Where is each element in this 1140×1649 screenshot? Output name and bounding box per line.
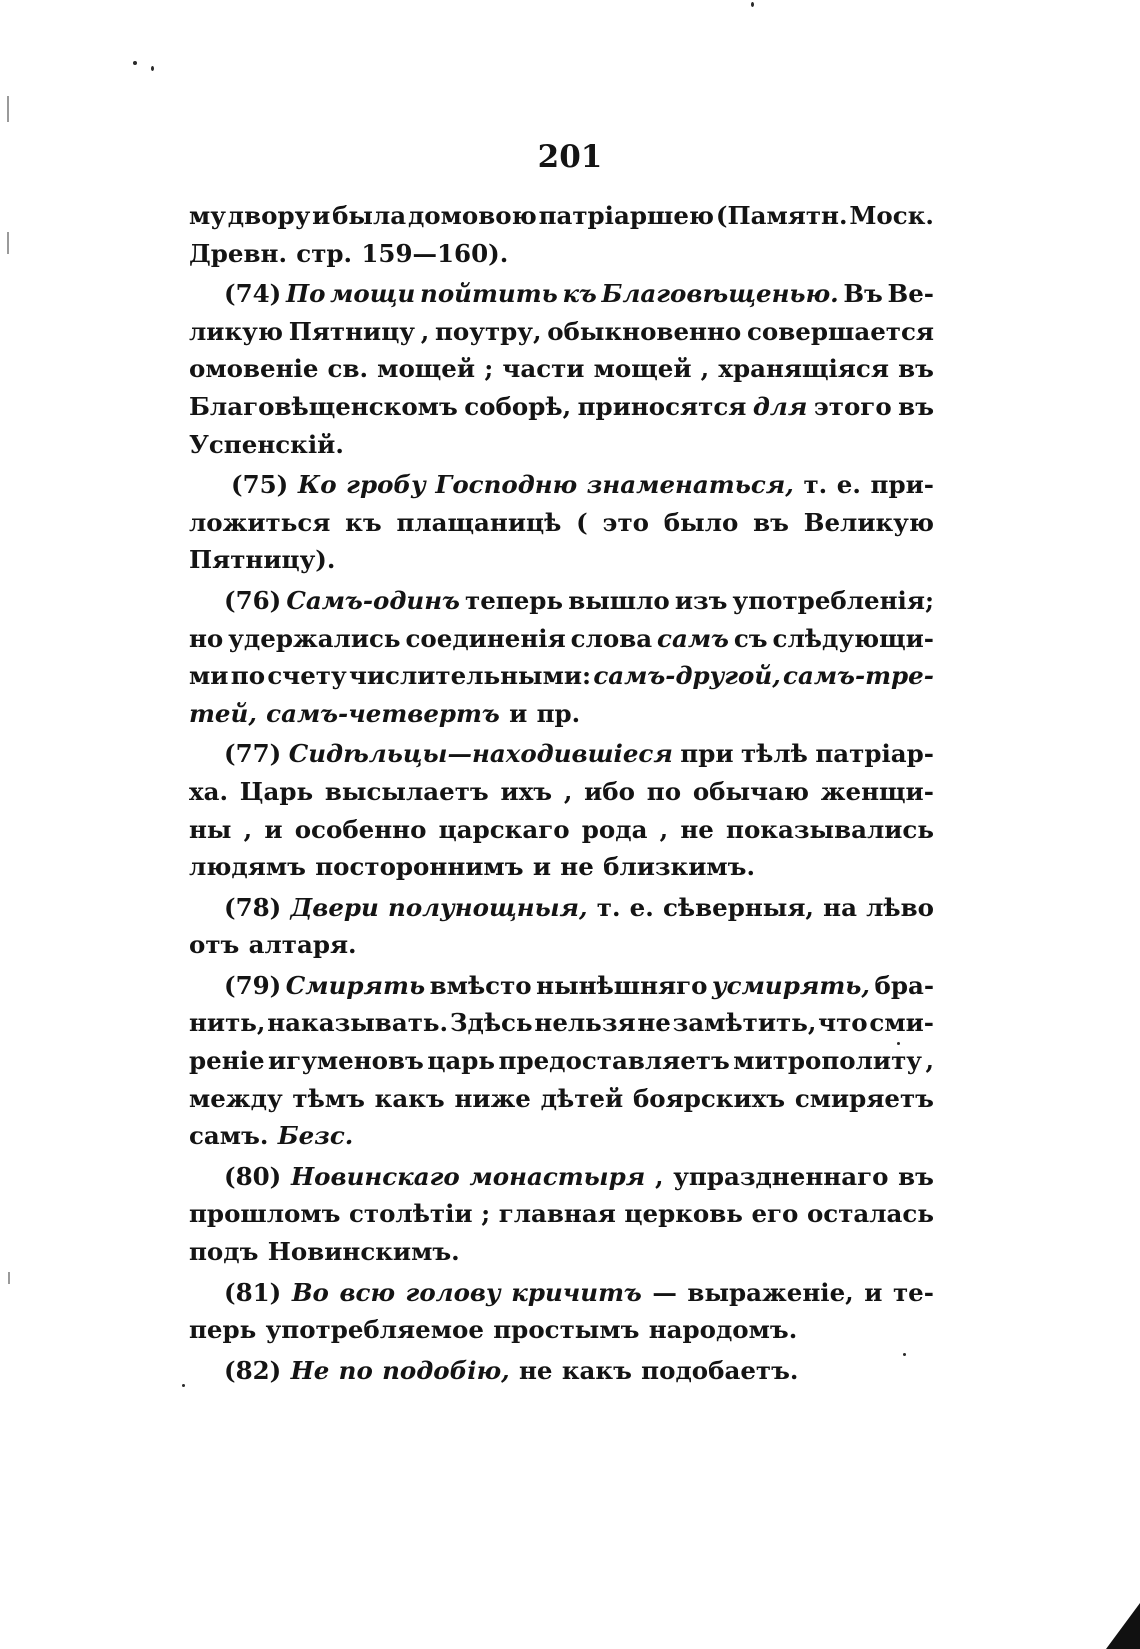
text-line [189, 1042, 934, 1080]
word: , [659, 814, 669, 844]
word: реніе [189, 1046, 265, 1076]
word: тѣлѣ [740, 739, 808, 769]
text-line [189, 1352, 934, 1390]
text-line [189, 1004, 934, 1042]
word: подобію, [382, 1355, 510, 1385]
word: Древн. [189, 238, 287, 268]
word: домовою [407, 201, 537, 230]
word: (82) [224, 1355, 282, 1385]
word: ложиться [189, 507, 331, 537]
word: замѣтить, [672, 1008, 817, 1038]
word: слова [570, 623, 653, 653]
word: (76) [224, 585, 282, 615]
word: кричитъ [511, 1277, 642, 1307]
word: главная [498, 1199, 616, 1229]
word: патріар- [815, 739, 934, 769]
word: отъ [189, 930, 240, 960]
word: Пятницу). [189, 545, 336, 575]
text-line [189, 773, 934, 811]
text-line [189, 967, 934, 1005]
word: знаменаться, [586, 470, 794, 500]
word: мощей [593, 354, 692, 384]
word: смиряетъ [794, 1083, 934, 1113]
word: въ [898, 1161, 934, 1191]
word: ны [189, 814, 232, 844]
text-line [189, 313, 934, 351]
word: 159—160). [361, 238, 509, 268]
word: приносятся [577, 391, 747, 421]
word: церковь [624, 1199, 743, 1229]
word: (80) [224, 1161, 282, 1191]
word: тей, [189, 698, 257, 728]
text-line [189, 889, 934, 927]
word: столѣтіи [348, 1199, 473, 1229]
scan-speck [133, 61, 137, 65]
word: игуменовъ [268, 1046, 424, 1076]
word: не [680, 814, 714, 844]
word: соединенія [405, 623, 566, 653]
word: не [518, 1355, 553, 1385]
text-line [189, 1195, 934, 1233]
word: монастыря [469, 1161, 646, 1191]
word: при [680, 739, 734, 769]
word: при- [870, 470, 934, 500]
word: употребляемое [265, 1315, 484, 1345]
word: самъ. [189, 1121, 269, 1151]
text-line [189, 197, 934, 235]
word: что [818, 1008, 868, 1038]
word: какъ [374, 1083, 445, 1113]
word: по [338, 1355, 373, 1385]
word: Двери [290, 892, 379, 922]
word: бра- [874, 970, 934, 1000]
word: обыкновенно [547, 316, 742, 346]
text-line [189, 695, 934, 733]
word: теперь [465, 585, 564, 615]
word: алтаря. [248, 930, 357, 960]
word: съ [733, 623, 768, 653]
text-line [189, 388, 934, 426]
word: въ [898, 354, 934, 384]
word: для [752, 391, 808, 421]
word: Благовѣщенью. [601, 279, 839, 309]
word: пойтить [420, 279, 558, 309]
word: его [751, 1199, 799, 1229]
word: Во [291, 1277, 329, 1307]
word: по [230, 661, 266, 691]
word: ; [484, 354, 494, 384]
text-line [189, 504, 934, 542]
word: Смирять [285, 970, 426, 1000]
word: е. [629, 892, 654, 922]
word: Безс. [277, 1121, 354, 1151]
word: усмирять, [712, 970, 870, 1000]
word: Сидѣльцы—находившіеся [288, 739, 673, 769]
text-line [189, 235, 934, 273]
word: самъ-четвертъ [266, 698, 500, 728]
word: но [189, 623, 224, 653]
word: Царь [239, 776, 314, 806]
page-number: 201 [537, 139, 603, 175]
word: близкимъ. [603, 852, 756, 882]
word: и [509, 698, 528, 728]
word: мощей [377, 354, 476, 384]
word: самъ-другой, [593, 661, 781, 691]
word: (75) [231, 470, 289, 500]
word: подобаетъ. [641, 1355, 799, 1385]
word: (78) [224, 892, 282, 922]
word: самъ [657, 623, 729, 653]
word: и [864, 1277, 883, 1307]
scan-edge-mark [7, 96, 9, 122]
word: хранящіяся [718, 354, 889, 384]
word: по [646, 776, 682, 806]
word: сѣверныя, [662, 892, 814, 922]
word: простымъ [493, 1315, 640, 1345]
word: показывались [726, 814, 934, 844]
word: не [637, 1008, 671, 1038]
scan-edge-mark [8, 1272, 10, 1284]
word: нить, [189, 1008, 266, 1038]
word: дѣтей [540, 1083, 624, 1113]
text-line [189, 735, 934, 773]
word: поутру, [435, 316, 542, 346]
word: (74) [224, 279, 282, 309]
text-line [189, 1080, 934, 1118]
word: женщи- [820, 776, 934, 806]
scan-corner-shadow [1106, 1603, 1140, 1649]
word: Новинскаго [291, 1161, 460, 1191]
word: е. [836, 470, 861, 500]
word: ; [481, 1199, 491, 1229]
word: му [189, 201, 226, 230]
text-line [189, 582, 934, 620]
word: боярскихъ [632, 1083, 786, 1113]
word: те- [892, 1277, 934, 1307]
word: голову [405, 1277, 501, 1307]
text-line [189, 1233, 934, 1271]
word: Ве- [887, 279, 934, 309]
word: , [925, 1046, 934, 1076]
word: мощи [330, 279, 416, 309]
word: Великую [803, 507, 934, 537]
text-line [189, 1117, 934, 1155]
word: была [332, 201, 407, 230]
word: было [663, 507, 739, 537]
word: въ [898, 391, 934, 421]
word: въ [753, 507, 789, 537]
text-line [189, 811, 934, 849]
word: и [264, 814, 283, 844]
word: между [189, 1083, 283, 1113]
text-line [189, 926, 934, 964]
word: осталась [806, 1199, 934, 1229]
text-line [189, 1311, 934, 1349]
word: къ [562, 279, 597, 309]
word: Ко [297, 470, 337, 500]
word: , [243, 814, 253, 844]
word: ми [189, 661, 229, 691]
word: счету [267, 661, 347, 691]
word: выраженіе, [687, 1277, 854, 1307]
word: Моск. [849, 201, 934, 230]
text-line [189, 1158, 934, 1196]
word: гробу [346, 470, 426, 500]
word: , [654, 1161, 664, 1191]
word: и [532, 852, 551, 882]
word: Благовѣщенскомъ [189, 391, 458, 421]
word: прошломъ [189, 1199, 341, 1229]
word: ( [576, 507, 588, 537]
text-block [189, 197, 934, 1389]
word: (77) [224, 739, 282, 769]
word: ибо [584, 776, 635, 806]
word: обычаю [692, 776, 809, 806]
scan-speck [182, 1384, 185, 1387]
word: Самъ-одинъ [286, 585, 460, 615]
word: , [563, 776, 573, 806]
word: къ [345, 507, 382, 537]
word: т. [596, 892, 621, 922]
word: (Памятн. [715, 201, 848, 230]
word: постороннимъ [315, 852, 524, 882]
word: предоставляетъ [498, 1046, 730, 1076]
word: соборѣ, [464, 391, 572, 421]
word: По [285, 279, 326, 309]
word: людямъ [189, 852, 306, 882]
word: нынѣшняго [536, 970, 708, 1000]
word: царскаго [438, 814, 570, 844]
word: полунощныя, [388, 892, 588, 922]
word: вышло [568, 585, 670, 615]
word: удержались [228, 623, 401, 653]
word: этого [813, 391, 892, 421]
word: св. [327, 354, 369, 384]
word: т. [803, 470, 828, 500]
word: плащаницѣ [396, 507, 562, 537]
text-line [189, 620, 934, 658]
word: высылаетъ [324, 776, 489, 806]
word: слѣдующи- [772, 623, 934, 653]
text-line [189, 426, 934, 464]
word: особенно [294, 814, 427, 844]
word: (79) [224, 970, 282, 1000]
word: двору [227, 201, 311, 230]
text-line [189, 657, 934, 695]
word: стр. [296, 238, 353, 268]
scan-speck [151, 66, 154, 71]
word: Новинскимъ. [267, 1237, 460, 1267]
word: нельзя [534, 1008, 636, 1038]
word: вмѣсто [429, 970, 532, 1000]
word: , [700, 354, 710, 384]
scan-edge-mark [7, 232, 9, 254]
word: (81) [224, 1277, 282, 1307]
word: царь [427, 1046, 496, 1076]
word: ихъ [500, 776, 553, 806]
word: перь [189, 1315, 257, 1345]
word: пр. [536, 698, 581, 728]
word: — [652, 1277, 677, 1307]
word: всю [339, 1277, 395, 1307]
text-line [189, 275, 934, 313]
word: какъ [561, 1355, 632, 1385]
word: ниже [454, 1083, 531, 1113]
word: Господню [435, 470, 578, 500]
word: ликую [189, 316, 283, 346]
text-line [189, 466, 934, 504]
scan-speck [903, 1353, 906, 1356]
word: , [420, 316, 430, 346]
word: Здѣсь [449, 1008, 533, 1038]
word: изъ [674, 585, 728, 615]
word: лѣво [866, 892, 934, 922]
word: патріаршею [538, 201, 715, 230]
word: самъ-тре- [783, 661, 934, 691]
word: совершается [746, 316, 934, 346]
scan-speck [897, 1042, 900, 1045]
word: подъ [189, 1237, 259, 1267]
word: рода [581, 814, 648, 844]
word: это [602, 507, 649, 537]
word: митрополиту [733, 1046, 922, 1076]
text-line [189, 541, 934, 579]
text-line [189, 350, 934, 388]
word: на [823, 892, 857, 922]
text-line [189, 848, 934, 886]
word: тѣмъ [292, 1083, 365, 1113]
word: Успенскій. [189, 429, 344, 459]
word: и [312, 201, 331, 230]
word: сми- [869, 1008, 934, 1038]
word: наказывать. [267, 1008, 449, 1038]
word: числительными: [348, 661, 592, 691]
word: упраздненнаго [673, 1161, 889, 1191]
scan-speck [751, 2, 754, 7]
word: Не [290, 1355, 330, 1385]
word: народомъ. [648, 1315, 798, 1345]
word: употребленія; [732, 585, 934, 615]
word: Въ [843, 279, 883, 309]
text-line [189, 1274, 934, 1312]
word: омовеніе [189, 354, 319, 384]
word: части [502, 354, 585, 384]
word: не [560, 852, 594, 882]
word: Пятницу [288, 316, 415, 346]
word: ха. [189, 776, 229, 806]
